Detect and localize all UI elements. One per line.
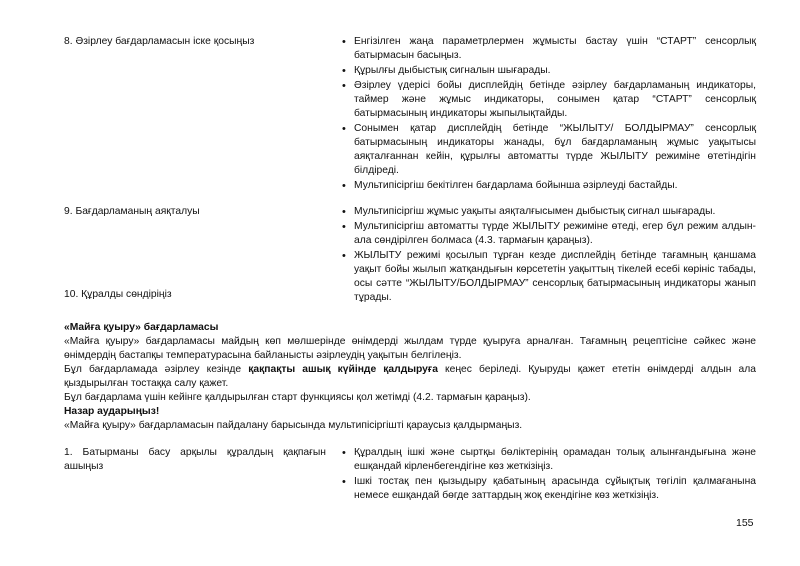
list-item: • Мультипісіргіш автоматты түрде ЖЫЛЫТУ режиміне өтеді, егер бұл режим алдын-ала сөндірілген болмаса (4.3. тармағын қараңыз). — [340, 220, 756, 248]
list-item: • Құрылғы дыбыстық сигналын шығарады. — [340, 64, 756, 78]
step-1-bullets — [340, 446, 756, 503]
list-item: • Ішкі тостақ пен қызыдыру қабатының арасында сұйықтық төгіліп қалмағанына немесе ешқандай бөгде заттардың жоқ екендігіне көз жеткізіңіз. — [340, 475, 756, 503]
page-number: 155 — [736, 517, 754, 529]
section-heading: «Майға қуыру» бағдарламасы — [64, 322, 219, 333]
section-paragraph-lid — [64, 363, 756, 391]
section-paragraph: «Майға қуыру» бағдарламасын пайдалану барысында мультипісіргішті қараусыз қалдырмаңыз. — [64, 420, 523, 431]
step-8-label: 8. Әзірлеу бағдарламасын іске қосыңыз — [64, 36, 255, 47]
step-8-bullets — [340, 35, 756, 193]
lid-text-pre: Бұл бағдарламада әзірлеу кезінде — [64, 364, 249, 375]
section-paragraph: Бұл бағдарлама үшін кейінге қалдырылған старт функциясы қол жетімді (4.2. тармағын қараңыз). — [64, 392, 531, 403]
list-item: • Мультипісіргіш бекітілген бағдарлама бойынша әзірлеуді бастайды. — [340, 179, 756, 193]
step-9-label: 9. Бағдарламаның аяқталуы — [64, 206, 200, 217]
list-item: • Құралдың ішкі және сыртқы бөліктерінің орамадан толық алынғандығына және ешқандай кірленбегендігіне көз жеткізіңіз. — [340, 446, 756, 474]
program-section — [64, 321, 756, 433]
lid-text-post: кеңес беріледі. Қуыруды қажет ететін өнімдерді алдын ала қыздырылған тостаққа салу қажет. — [64, 364, 756, 389]
list-item: • Әзірлеу үдерісі бойы дисплейдің бетінде әзірлеу бағдарламаның индикаторы, таймер және жұмыс индикаторы, сонымен қатар “СТАРТ” сенсорлық батырмасының индикаторы жыпылықтайды. — [340, 79, 756, 121]
attention-heading: Назар аударыңыз! — [64, 406, 160, 417]
list-item: • Енгізілген жаңа параметрлермен жұмысты бастау үшін “СТАРТ” сенсорлық батырмасын басыңыз. — [340, 35, 756, 63]
list-item: • Мультипісіргіш жұмыс уақыты аяқталғысымен дыбыстық сигнал шығарады. — [340, 205, 756, 219]
list-item: • Сонымен қатар дисплейдің бетінде “ЖЫЛЫТУ/ БОЛДЫРМАУ” сенсорлық батырмасының индикаторы жанады, бұл бағдарламаның жұмыс уақытысы аяқталғаннан кейін, құрылғы автоматты түрде ЖЫЛЫТУ режиміне өтетіндігін білдіреді. — [340, 122, 756, 178]
step-1-label: 1. Батырманы басу арқылы құралдың қақпағын ашыңыз — [64, 447, 326, 472]
lid-text-bold: қақпақты ашық күйінде қалдыруға — [248, 364, 438, 375]
step-9-bullets — [340, 205, 756, 305]
list-item: • ЖЫЛЫТУ режимі қосылып тұрған кезде дисплейдің бетінде тағамның қаншама уақыт бойы жылып жатқандығын көрсететін уақыттың тікелей есебі көрініс табады, осы сәтте “ЖЫЛЫТУ/БОЛДЫРМАУ” сенсорлық батырмасының индикаторы жанып тұрады. — [340, 249, 756, 305]
section-paragraph: «Майға қуыру» бағдарламасы майдың көп мөлшерінде өнімдерді жылдам түрде қуыруға арналған. Тағамның рецептісіне сәйкес және өнімдердің бастапқы температурасына байланысты әзірлеудің уақытын белгілеңіз. — [64, 336, 756, 361]
step-10-label: 10. Құралды сөндіріңіз — [64, 289, 172, 300]
